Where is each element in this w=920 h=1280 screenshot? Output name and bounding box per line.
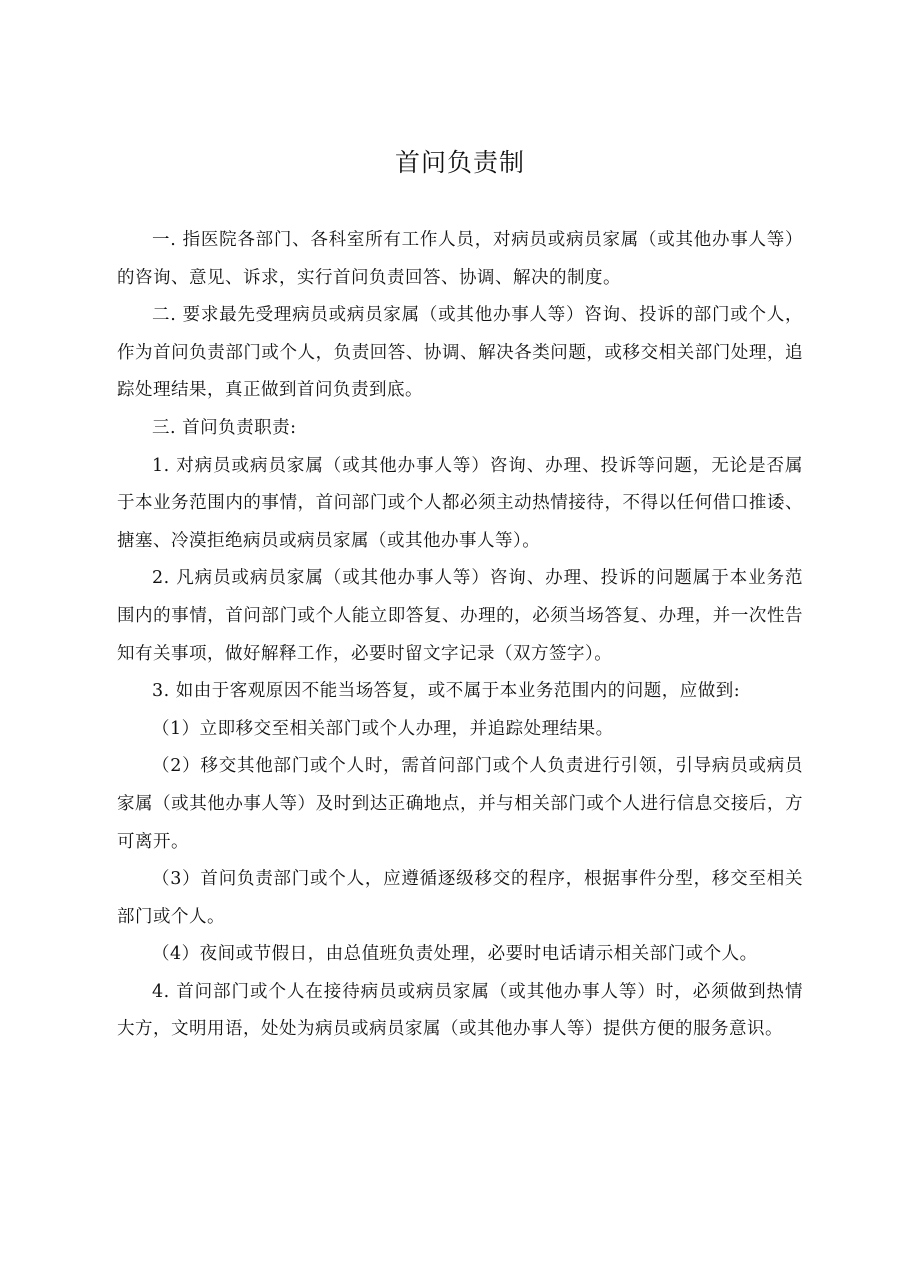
paragraph-duty-4: 4. 首问部门或个人在接待病员或病员家属（或其他办事人等）时，必须做到热情大方，文明用语，处处为病员或病员家属（或其他办事人等）提供方便的服务意识。 xyxy=(117,981,803,1040)
page-title: 首问负责制 xyxy=(394,148,525,177)
paragraph-duty-3-item-3: （3）首问负责部门或个人，应遵循逐级移交的程序，根据事件分型，移交至相关部门或个人。 xyxy=(117,869,803,927)
paragraph-duties-heading: 三. 首问负责职责: xyxy=(152,417,297,438)
paragraph-duty-3-item-4: （4）夜间或节假日，由总值班负责处理，必要时电话请示相关部门或个人。 xyxy=(152,944,758,965)
document-body xyxy=(117,222,803,1049)
paragraph-duty-3-item-1: （1）立即移交至相关部门或个人办理，并追踪处理结果。 xyxy=(152,718,614,739)
paragraph-duty-2: 2. 凡病员或病员家属（或其他办事人等）咨询、办理、投诉的问题属于本业务范围内的事情，首问部门或个人能立即答复、办理的，必须当场答复、办理，并一次性告知有关事项，做好解释工作，必要时留文字记录（双方签字）。 xyxy=(117,568,803,664)
paragraph-duty-3: 3. 如由于客观原因不能当场答复，或不属于本业务范围内的问题，应做到: xyxy=(152,681,741,702)
paragraph-duty-3-item-2: （2）移交其他部门或个人时，需首问部门或个人负责进行引领，引导病员或病员家属（或其他办事人等）及时到达正确地点，并与相关部门或个人进行信息交接后，方可离开。 xyxy=(117,756,803,852)
paragraph-requirement: 二. 要求最先受理病员或病员家属（或其他办事人等）咨询、投诉的部门或个人，作为首问负责部门或个人，负责回答、协调、解决各类问题，或移交相关部门处理，追踪处理结果，真正做到首问负责到底。 xyxy=(117,305,803,401)
paragraph-definition: 一. 指医院各部门、各科室所有工作人员，对病员或病员家属（或其他办事人等）的咨询、意见、诉求，实行首问负责回答、协调、解决的制度。 xyxy=(117,230,803,288)
paragraph-duty-1: 1. 对病员或病员家属（或其他办事人等）咨询、办理、投诉等问题，无论是否属于本业务范围内的事情，首问部门或个人都必须主动热情接待，不得以任何借口推诿、搪塞、冷漠拒绝病员或病员家属（或其他办事人等）。 xyxy=(117,455,803,551)
